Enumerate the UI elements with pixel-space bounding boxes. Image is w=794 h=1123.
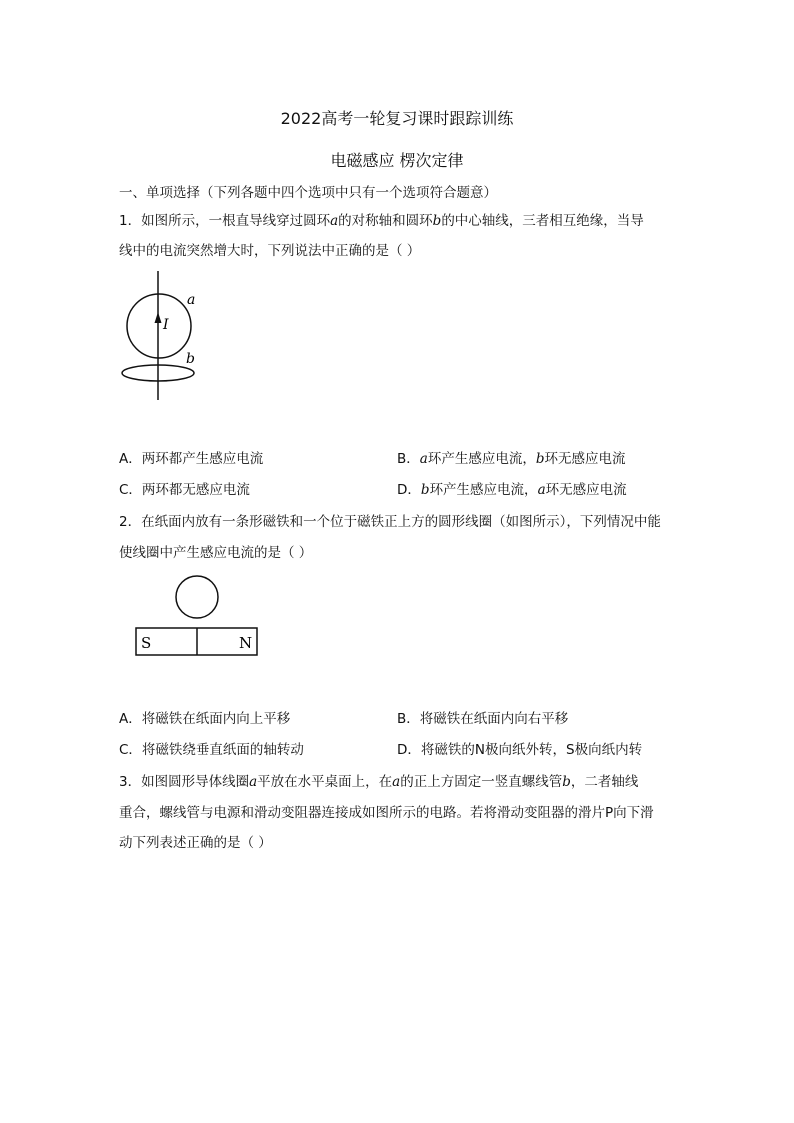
q2-option-c: C．将磁铁绕垂直纸面的轴转动 [119,742,304,758]
q3-stem-line1: 3．如图圆形导体线圈a平放在水平桌面上，在a的正上方固定一竖直螺线管b，二者轴线 [119,774,639,790]
q3-stem-line3: 动下列表述正确的是（ ） [119,835,272,851]
page-title: 2022高考一轮复习课时跟踪训练 [280,109,514,128]
q1-text: 的对称轴和圆环 [338,213,433,229]
q1-option-b: B．a环产生感应电流，b环无感应电流 [397,451,626,467]
q1-stem-line1 [119,209,644,229]
q2-figure [132,572,262,660]
q1-option-d: D．b环产生感应电流，a环无感应电流 [397,482,627,498]
q2-option-a: A．将磁铁在纸面内向上平移 [119,711,291,727]
q1-stem-line2: 线中的电流突然增大时，下列说法中正确的是（ ） [119,243,421,259]
q1-figure [115,268,215,403]
q1-option-a: A．两环都产生感应电流 [119,451,264,467]
q2-option-b: B．将磁铁在纸面内向右平移 [397,711,569,727]
pole-s: S [141,634,152,652]
coil-circle [176,576,218,618]
ring-a-circle [127,294,191,358]
q1-text: 1．如图所示，一根直导线穿过圆环 [119,213,331,229]
current-arrow-icon [155,312,162,323]
q1-ring-b: b [432,213,442,229]
label-b: b [186,351,195,367]
section-heading: 一、单项选择（下列各题中四个选项中只有一个选项符合题意） [119,185,497,201]
q2-stem-line2: 使线圈中产生感应电流的是（ ） [119,545,313,561]
page-subtitle: 电磁感应 楞次定律 [330,151,464,170]
q2-option-d: D．将磁铁的N极向纸外转，S极向纸内转 [397,742,643,758]
pole-n: N [239,634,253,652]
q1-text: 的中心轴线，三者相互绝缘，当导 [441,213,644,229]
q1-option-c: C．两环都无感应电流 [119,482,250,498]
q2-stem-line1: 2．在纸面内放有一条形磁铁和一个位于磁铁正上方的圆形线圈（如图所示），下列情况中能 [119,514,661,530]
label-a: a [187,292,196,308]
label-current: I [163,317,169,333]
q3-stem-line2: 重合，螺线管与电源和滑动变阻器连接成如图所示的电路。若将滑动变阻器的滑片P向下滑 [119,805,654,821]
q1-ring-a: a [330,213,339,229]
